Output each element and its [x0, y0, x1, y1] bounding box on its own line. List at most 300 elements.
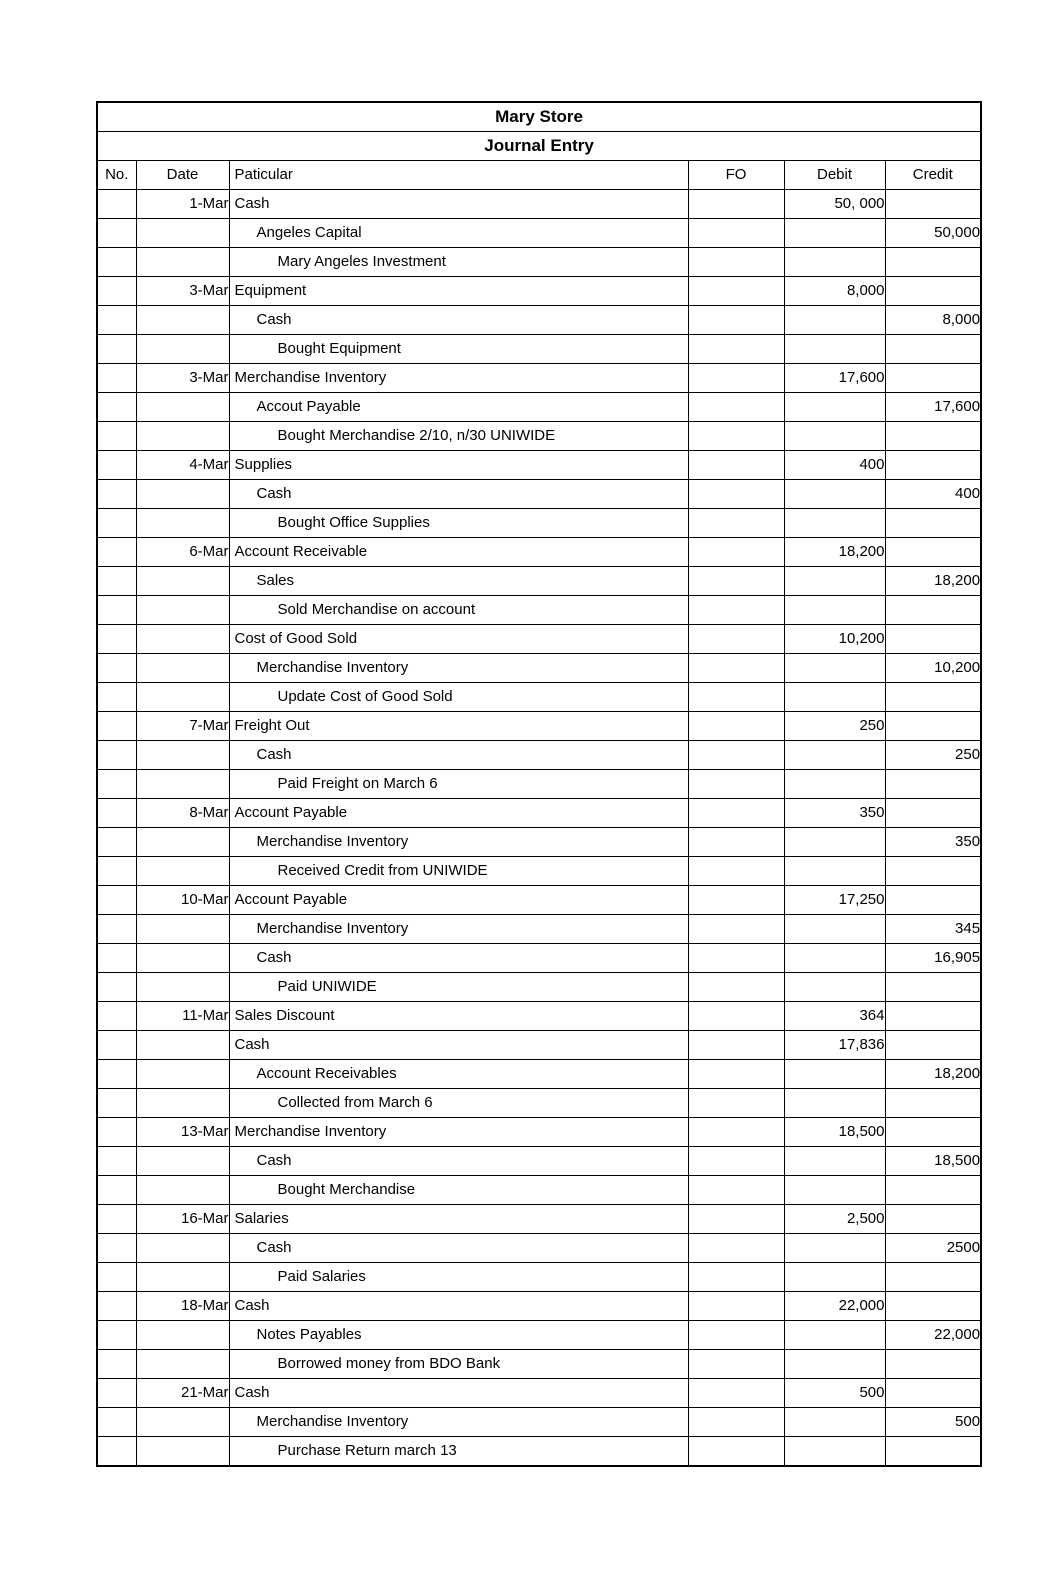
cell-date: 18-Mar: [136, 1292, 229, 1321]
cell-no: [97, 190, 136, 219]
cell-particular: Cash: [229, 1147, 688, 1176]
cell-no: [97, 306, 136, 335]
cell-particular: Received Credit from UNIWIDE: [229, 857, 688, 886]
cell-date: [136, 480, 229, 509]
cell-credit: [885, 1350, 981, 1379]
column-header-particular: Paticular: [229, 161, 688, 190]
cell-date: [136, 1234, 229, 1263]
table-row: [97, 451, 981, 480]
table-row: [97, 799, 981, 828]
cell-debit: [784, 654, 885, 683]
cell-no: [97, 451, 136, 480]
cell-particular: Paid Freight on March 6: [229, 770, 688, 799]
cell-credit: 10,200: [885, 654, 981, 683]
cell-date: [136, 625, 229, 654]
cell-no: [97, 625, 136, 654]
cell-no: [97, 1176, 136, 1205]
cell-credit: [885, 770, 981, 799]
cell-fo: [688, 364, 784, 393]
cell-date: [136, 1321, 229, 1350]
cell-no: [97, 1379, 136, 1408]
table-row: [97, 741, 981, 770]
cell-date: 16-Mar: [136, 1205, 229, 1234]
cell-date: [136, 248, 229, 277]
cell-particular: Cash: [229, 741, 688, 770]
cell-date: [136, 567, 229, 596]
cell-debit: [784, 741, 885, 770]
cell-debit: 22,000: [784, 1292, 885, 1321]
cell-date: [136, 770, 229, 799]
table-row: [97, 1002, 981, 1031]
table-row: [97, 1408, 981, 1437]
cell-no: [97, 1089, 136, 1118]
cell-date: [136, 335, 229, 364]
cell-credit: 22,000: [885, 1321, 981, 1350]
cell-fo: [688, 973, 784, 1002]
cell-credit: [885, 1292, 981, 1321]
cell-credit: 18,200: [885, 567, 981, 596]
cell-no: [97, 1408, 136, 1437]
cell-fo: [688, 451, 784, 480]
cell-fo: [688, 277, 784, 306]
cell-fo: [688, 741, 784, 770]
cell-date: 10-Mar: [136, 886, 229, 915]
cell-credit: 345: [885, 915, 981, 944]
cell-debit: 10,200: [784, 625, 885, 654]
cell-fo: [688, 1292, 784, 1321]
cell-date: [136, 1060, 229, 1089]
cell-credit: [885, 1437, 981, 1467]
cell-credit: [885, 422, 981, 451]
cell-no: [97, 683, 136, 712]
cell-credit: [885, 1002, 981, 1031]
cell-credit: [885, 1176, 981, 1205]
cell-fo: [688, 799, 784, 828]
cell-fo: [688, 1147, 784, 1176]
cell-date: [136, 596, 229, 625]
cell-particular: Sales: [229, 567, 688, 596]
cell-credit: 350: [885, 828, 981, 857]
cell-date: [136, 857, 229, 886]
column-header-fo: FO: [688, 161, 784, 190]
cell-credit: [885, 277, 981, 306]
cell-credit: [885, 1379, 981, 1408]
cell-credit: 18,500: [885, 1147, 981, 1176]
cell-debit: 17,600: [784, 364, 885, 393]
cell-particular: Sold Merchandise on account: [229, 596, 688, 625]
cell-date: [136, 1408, 229, 1437]
cell-fo: [688, 422, 784, 451]
table-row: [97, 1234, 981, 1263]
cell-debit: [784, 1060, 885, 1089]
table-row: [97, 886, 981, 915]
table-row: [97, 248, 981, 277]
cell-particular: Update Cost of Good Sold: [229, 683, 688, 712]
cell-fo: [688, 915, 784, 944]
cell-debit: 364: [784, 1002, 885, 1031]
cell-particular: Cash: [229, 1031, 688, 1060]
cell-no: [97, 886, 136, 915]
cell-debit: [784, 1147, 885, 1176]
table-row: [97, 944, 981, 973]
cell-no: [97, 828, 136, 857]
cell-date: 3-Mar: [136, 364, 229, 393]
cell-debit: 18,500: [784, 1118, 885, 1147]
table-row: [97, 625, 981, 654]
cell-credit: [885, 1205, 981, 1234]
table-row: [97, 480, 981, 509]
cell-credit: 500: [885, 1408, 981, 1437]
cell-no: [97, 1147, 136, 1176]
table-row: [97, 857, 981, 886]
cell-no: [97, 944, 136, 973]
table-row: [97, 973, 981, 1002]
cell-particular: Salaries: [229, 1205, 688, 1234]
journal-rows: [97, 102, 981, 1466]
cell-credit: [885, 364, 981, 393]
cell-debit: [784, 1437, 885, 1467]
cell-particular: Merchandise Inventory: [229, 915, 688, 944]
cell-particular: Supplies: [229, 451, 688, 480]
cell-credit: [885, 886, 981, 915]
cell-fo: [688, 712, 784, 741]
cell-date: [136, 306, 229, 335]
cell-debit: [784, 1263, 885, 1292]
cell-credit: 2500: [885, 1234, 981, 1263]
cell-fo: [688, 1031, 784, 1060]
table-row: [97, 335, 981, 364]
cell-no: [97, 335, 136, 364]
cell-no: [97, 1234, 136, 1263]
cell-particular: Angeles Capital: [229, 219, 688, 248]
cell-fo: [688, 1321, 784, 1350]
cell-no: [97, 1031, 136, 1060]
cell-fo: [688, 219, 784, 248]
cell-fo: [688, 1060, 784, 1089]
cell-credit: [885, 248, 981, 277]
cell-credit: 400: [885, 480, 981, 509]
cell-particular: Account Payable: [229, 799, 688, 828]
cell-debit: 17,836: [784, 1031, 885, 1060]
table-row: [97, 1089, 981, 1118]
cell-fo: [688, 857, 784, 886]
cell-date: [136, 683, 229, 712]
cell-no: [97, 480, 136, 509]
cell-no: [97, 770, 136, 799]
report-subtitle: Journal Entry: [97, 132, 981, 161]
cell-debit: [784, 857, 885, 886]
cell-no: [97, 219, 136, 248]
cell-fo: [688, 625, 784, 654]
cell-no: [97, 567, 136, 596]
cell-date: [136, 654, 229, 683]
cell-debit: [784, 1321, 885, 1350]
table-row: [97, 219, 981, 248]
cell-credit: 17,600: [885, 393, 981, 422]
table-row: [97, 1147, 981, 1176]
cell-date: [136, 219, 229, 248]
column-header-date: Date: [136, 161, 229, 190]
cell-no: [97, 393, 136, 422]
cell-date: [136, 1089, 229, 1118]
cell-date: [136, 1176, 229, 1205]
cell-date: [136, 828, 229, 857]
cell-debit: [784, 770, 885, 799]
journal-entry-table: [96, 101, 982, 1467]
cell-debit: 2,500: [784, 1205, 885, 1234]
cell-debit: [784, 828, 885, 857]
table-row: [97, 596, 981, 625]
cell-particular: Purchase Return march 13: [229, 1437, 688, 1467]
cell-particular: Cash: [229, 1234, 688, 1263]
cell-no: [97, 973, 136, 1002]
cell-fo: [688, 1234, 784, 1263]
table-row: [97, 422, 981, 451]
cell-fo: [688, 828, 784, 857]
cell-credit: [885, 712, 981, 741]
cell-date: 8-Mar: [136, 799, 229, 828]
table-row: [97, 1321, 981, 1350]
cell-credit: [885, 1031, 981, 1060]
cell-fo: [688, 1176, 784, 1205]
cell-credit: [885, 451, 981, 480]
title-row: [97, 102, 981, 132]
cell-particular: Freight Out: [229, 712, 688, 741]
cell-particular: Merchandise Inventory: [229, 364, 688, 393]
table-row: [97, 1292, 981, 1321]
cell-particular: Bought Merchandise: [229, 1176, 688, 1205]
cell-no: [97, 1060, 136, 1089]
cell-debit: 400: [784, 451, 885, 480]
cell-particular: Account Receivable: [229, 538, 688, 567]
cell-no: [97, 712, 136, 741]
cell-no: [97, 538, 136, 567]
cell-fo: [688, 770, 784, 799]
cell-credit: 18,200: [885, 1060, 981, 1089]
cell-credit: [885, 335, 981, 364]
cell-particular: Paid Salaries: [229, 1263, 688, 1292]
cell-particular: Equipment: [229, 277, 688, 306]
cell-debit: [784, 683, 885, 712]
cell-fo: [688, 1002, 784, 1031]
cell-date: [136, 1031, 229, 1060]
cell-debit: 8,000: [784, 277, 885, 306]
cell-particular: Merchandise Inventory: [229, 1118, 688, 1147]
cell-particular: Cash: [229, 306, 688, 335]
cell-no: [97, 1118, 136, 1147]
cell-particular: Notes Payables: [229, 1321, 688, 1350]
cell-particular: Cash: [229, 944, 688, 973]
cell-fo: [688, 1379, 784, 1408]
cell-credit: [885, 596, 981, 625]
cell-credit: 50,000: [885, 219, 981, 248]
cell-debit: [784, 393, 885, 422]
cell-date: 11-Mar: [136, 1002, 229, 1031]
table-row: [97, 1205, 981, 1234]
cell-fo: [688, 654, 784, 683]
cell-no: [97, 1002, 136, 1031]
table-row: [97, 393, 981, 422]
cell-debit: 17,250: [784, 886, 885, 915]
table-row: [97, 915, 981, 944]
cell-fo: [688, 1205, 784, 1234]
cell-fo: [688, 1350, 784, 1379]
cell-particular: Cash: [229, 480, 688, 509]
cell-fo: [688, 480, 784, 509]
cell-debit: [784, 1350, 885, 1379]
table-row: [97, 277, 981, 306]
cell-fo: [688, 1408, 784, 1437]
cell-credit: 250: [885, 741, 981, 770]
table-row: [97, 1176, 981, 1205]
table-row: [97, 654, 981, 683]
cell-debit: [784, 1408, 885, 1437]
cell-date: 6-Mar: [136, 538, 229, 567]
cell-no: [97, 1263, 136, 1292]
cell-date: [136, 393, 229, 422]
table-row: [97, 509, 981, 538]
cell-fo: [688, 538, 784, 567]
cell-date: [136, 1147, 229, 1176]
cell-credit: [885, 1118, 981, 1147]
cell-credit: [885, 1263, 981, 1292]
cell-no: [97, 1437, 136, 1467]
cell-date: [136, 422, 229, 451]
cell-credit: 16,905: [885, 944, 981, 973]
cell-debit: 350: [784, 799, 885, 828]
cell-date: 13-Mar: [136, 1118, 229, 1147]
column-header-credit: Credit: [885, 161, 981, 190]
cell-debit: [784, 248, 885, 277]
cell-fo: [688, 1118, 784, 1147]
table-row: [97, 1118, 981, 1147]
cell-date: 3-Mar: [136, 277, 229, 306]
table-row: [97, 828, 981, 857]
cell-fo: [688, 1263, 784, 1292]
cell-particular: Cash: [229, 1379, 688, 1408]
table-row: [97, 364, 981, 393]
cell-particular: Merchandise Inventory: [229, 828, 688, 857]
cell-no: [97, 1205, 136, 1234]
cell-fo: [688, 248, 784, 277]
cell-no: [97, 277, 136, 306]
cell-particular: Sales Discount: [229, 1002, 688, 1031]
cell-date: [136, 741, 229, 770]
cell-no: [97, 422, 136, 451]
cell-no: [97, 741, 136, 770]
cell-fo: [688, 944, 784, 973]
cell-debit: [784, 335, 885, 364]
cell-debit: [784, 422, 885, 451]
cell-debit: [784, 219, 885, 248]
cell-particular: Accout Payable: [229, 393, 688, 422]
cell-fo: [688, 393, 784, 422]
cell-credit: [885, 857, 981, 886]
cell-debit: [784, 1234, 885, 1263]
cell-no: [97, 596, 136, 625]
table-row: [97, 1437, 981, 1467]
cell-no: [97, 857, 136, 886]
cell-particular: Borrowed money from BDO Bank: [229, 1350, 688, 1379]
table-row: [97, 1060, 981, 1089]
cell-date: [136, 1437, 229, 1467]
cell-debit: [784, 915, 885, 944]
cell-particular: Cost of Good Sold: [229, 625, 688, 654]
spreadsheet-area: [96, 101, 982, 1467]
cell-fo: [688, 335, 784, 364]
cell-no: [97, 248, 136, 277]
cell-fo: [688, 306, 784, 335]
cell-date: [136, 1350, 229, 1379]
cell-particular: Account Payable: [229, 886, 688, 915]
cell-no: [97, 509, 136, 538]
cell-no: [97, 364, 136, 393]
cell-fo: [688, 596, 784, 625]
cell-particular: Cash: [229, 1292, 688, 1321]
cell-no: [97, 1321, 136, 1350]
cell-particular: Bought Office Supplies: [229, 509, 688, 538]
cell-debit: 250: [784, 712, 885, 741]
cell-debit: [784, 306, 885, 335]
table-row: [97, 1379, 981, 1408]
cell-fo: [688, 190, 784, 219]
cell-no: [97, 1292, 136, 1321]
cell-debit: [784, 480, 885, 509]
column-header-debit: Debit: [784, 161, 885, 190]
cell-fo: [688, 1089, 784, 1118]
table-row: [97, 306, 981, 335]
cell-particular: Merchandise Inventory: [229, 1408, 688, 1437]
cell-fo: [688, 1437, 784, 1467]
cell-debit: [784, 1089, 885, 1118]
cell-debit: [784, 567, 885, 596]
table-row: [97, 683, 981, 712]
table-row: [97, 538, 981, 567]
cell-date: [136, 509, 229, 538]
cell-fo: [688, 567, 784, 596]
cell-credit: [885, 538, 981, 567]
cell-fo: [688, 509, 784, 538]
cell-credit: [885, 509, 981, 538]
cell-no: [97, 915, 136, 944]
cell-particular: Collected from March 6: [229, 1089, 688, 1118]
cell-date: 21-Mar: [136, 1379, 229, 1408]
cell-particular: Account Receivables: [229, 1060, 688, 1089]
cell-debit: [784, 944, 885, 973]
cell-debit: [784, 596, 885, 625]
cell-debit: 500: [784, 1379, 885, 1408]
cell-date: 7-Mar: [136, 712, 229, 741]
table-row: [97, 567, 981, 596]
cell-fo: [688, 683, 784, 712]
cell-particular: Mary Angeles Investment: [229, 248, 688, 277]
cell-date: 4-Mar: [136, 451, 229, 480]
cell-credit: 8,000: [885, 306, 981, 335]
table-row: [97, 1263, 981, 1292]
cell-fo: [688, 886, 784, 915]
cell-no: [97, 1350, 136, 1379]
cell-credit: [885, 190, 981, 219]
cell-debit: [784, 1176, 885, 1205]
cell-debit: 18,200: [784, 538, 885, 567]
cell-date: [136, 973, 229, 1002]
cell-credit: [885, 683, 981, 712]
cell-particular: Bought Equipment: [229, 335, 688, 364]
cell-credit: [885, 1089, 981, 1118]
table-row: [97, 190, 981, 219]
cell-debit: [784, 973, 885, 1002]
column-header-row: [97, 161, 981, 190]
